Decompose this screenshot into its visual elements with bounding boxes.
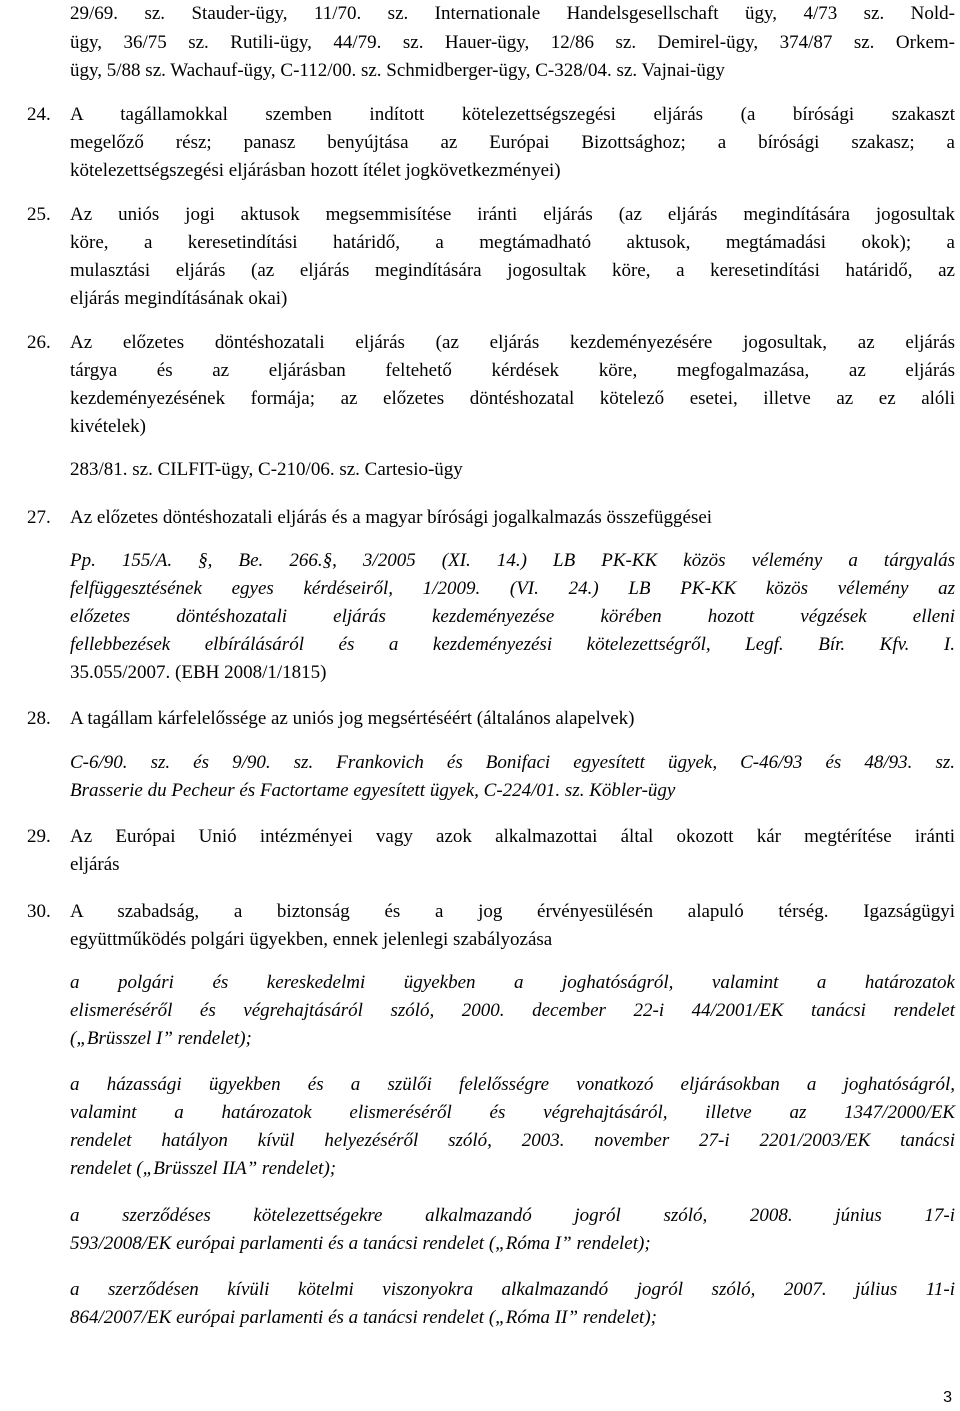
regulation-line: a szerződéses kötelezettségekre alkalmazandó jogról szóló, 2008. június 17-i: [70, 1205, 955, 1226]
case-reference-line: Brasserie du Pecheur és Factortame egyesített ügyek, C-224/01. sz. Köbler-ügy: [70, 780, 676, 801]
regulation-line: rendelet hatályon kívül helyezéséről szóló, 2003. november 27-i 2201/2003/EK tanácsi: [70, 1130, 955, 1151]
legal-reference-line: fellebbezések elbírálásáról és a kezdeményezési kötelezettségről, Legf. Bír. Kfv. I.: [70, 634, 955, 655]
regulation-line: 864/2007/EK európai parlamenti és a tanácsi rendelet („Róma II” rendelet);: [70, 1307, 657, 1328]
item-text-line: A szabadság, a biztonság és a jog érvényesülésén alapuló térség. Igazságügyi: [70, 901, 955, 922]
item-text-line: köre, a keresetindítási határidő, a megtámadható aktusok, megtámadási okok); a: [70, 232, 955, 253]
item-text-line: eljárás: [70, 854, 120, 875]
regulation-line: a házassági ügyekben és a szülői felelősségre vonatkozó eljárásokban a joghatóságról,: [70, 1074, 955, 1095]
regulation-line: rendelet („Brüsszel IIA” rendelet);: [70, 1158, 337, 1179]
item-number: 30.: [27, 901, 51, 922]
item-text-line: megelőző rész; panasz benyújtása az Európai Bizottsághoz; a bírósági szakasz; a: [70, 132, 955, 153]
item-text-line: kötelezettségszegési eljárásban hozott ítélet jogkövetkezményei): [70, 160, 561, 181]
item-number: 25.: [27, 204, 51, 225]
regulation-line: 593/2008/EK európai parlamenti és a tanácsi rendelet („Róma I” rendelet);: [70, 1233, 651, 1254]
item-text-line: Az Európai Unió intézményei vagy azok alkalmazottai által okozott kár megtérítése iránti: [70, 826, 955, 847]
item-number: 28.: [27, 708, 51, 729]
item-text-line: Az uniós jogi aktusok megsemmisítése iránti eljárás (az eljárás megindítására jogosultak: [70, 204, 955, 225]
item-number: 29.: [27, 826, 51, 847]
intro-line: 29/69. sz. Stauder-ügy, 11/70. sz. Internationale Handelsgesellschaft ügy, 4/73 sz. Nold-: [70, 3, 955, 24]
item-text-line: Az előzetes döntéshozatali eljárás és a magyar bírósági jogalkalmazás összefüggései: [70, 507, 713, 528]
legal-reference-line: Pp. 155/A. §, Be. 266.§, 3/2005 (XI. 14.) LB PK-KK közös vélemény a tárgyalás: [70, 550, 955, 571]
regulation-line: a szerződésen kívüli kötelmi viszonyokra alkalmazandó jogról szóló, 2007. július 11-i: [70, 1279, 955, 1300]
regulation-line: valamint a határozatok elismeréséről és végrehajtásáról, illetve az 1347/2000/EK: [70, 1102, 955, 1123]
item-text-line: kivételek): [70, 416, 146, 437]
regulation-line: a polgári és kereskedelmi ügyekben a joghatóságról, valamint a határozatok: [70, 972, 955, 993]
legal-reference-line: előzetes döntéshozatali eljárás kezdeményezése körében hozott végzések elleni: [70, 606, 955, 627]
item-text-line: tárgya és az eljárásban feltehető kérdések köre, megfogalmazása, az eljárás: [70, 360, 955, 381]
case-reference-line: C-6/90. sz. és 9/90. sz. Frankovich és Bonifaci egyesített ügyek, C-46/93 és 48/93. sz.: [70, 752, 955, 773]
item-number: 24.: [27, 104, 51, 125]
item-text-line: A tagállam kárfelelőssége az uniós jog megsértéséért (általános alapelvek): [70, 708, 635, 729]
item-number: 26.: [27, 332, 51, 353]
legal-reference-line: felfüggesztésének egyes kérdéseiről, 1/2009. (VI. 24.) LB PK-KK közös vélemény az: [70, 578, 955, 599]
legal-reference-line: 35.055/2007. (EBH 2008/1/1815): [70, 662, 327, 683]
item-text-line: Az előzetes döntéshozatali eljárás (az eljárás kezdeményezésére jogosultak, az eljárás: [70, 332, 955, 353]
item-text-line: eljárás megindításának okai): [70, 288, 288, 309]
item-text-line: mulasztási eljárás (az eljárás megindítására jogosultak köre, a keresetindítási határidő, az: [70, 260, 955, 281]
item-text-line: A tagállamokkal szemben indított kötelezettségszegési eljárás (a bírósági szakaszt: [70, 104, 955, 125]
regulation-line: elismeréséről és végrehajtásáról szóló, 2000. december 22-i 44/2001/EK tanácsi rendelet: [70, 1000, 955, 1021]
item-number: 27.: [27, 507, 51, 528]
page-number: 3: [943, 1389, 952, 1406]
case-reference: 283/81. sz. CILFIT-ügy, C-210/06. sz. Cartesio-ügy: [70, 459, 463, 480]
intro-line: ügy, 5/88 sz. Wachauf-ügy, C-112/00. sz. Schmidberger-ügy, C-328/04. sz. Vajnai-ügy: [70, 60, 725, 81]
regulation-line: („Brüsszel I” rendelet);: [70, 1028, 252, 1049]
intro-line: ügy, 36/75 sz. Rutili-ügy, 44/79. sz. Hauer-ügy, 12/86 sz. Demirel-ügy, 374/87 sz. Orkem-: [70, 32, 955, 53]
item-text-line: kezdeményezésének formája; az előzetes döntéshozatal kötelező esetei, illetve az ez alóli: [70, 388, 955, 409]
item-text-line: együttműködés polgári ügyekben, ennek jelenlegi szabályozása: [70, 929, 553, 950]
